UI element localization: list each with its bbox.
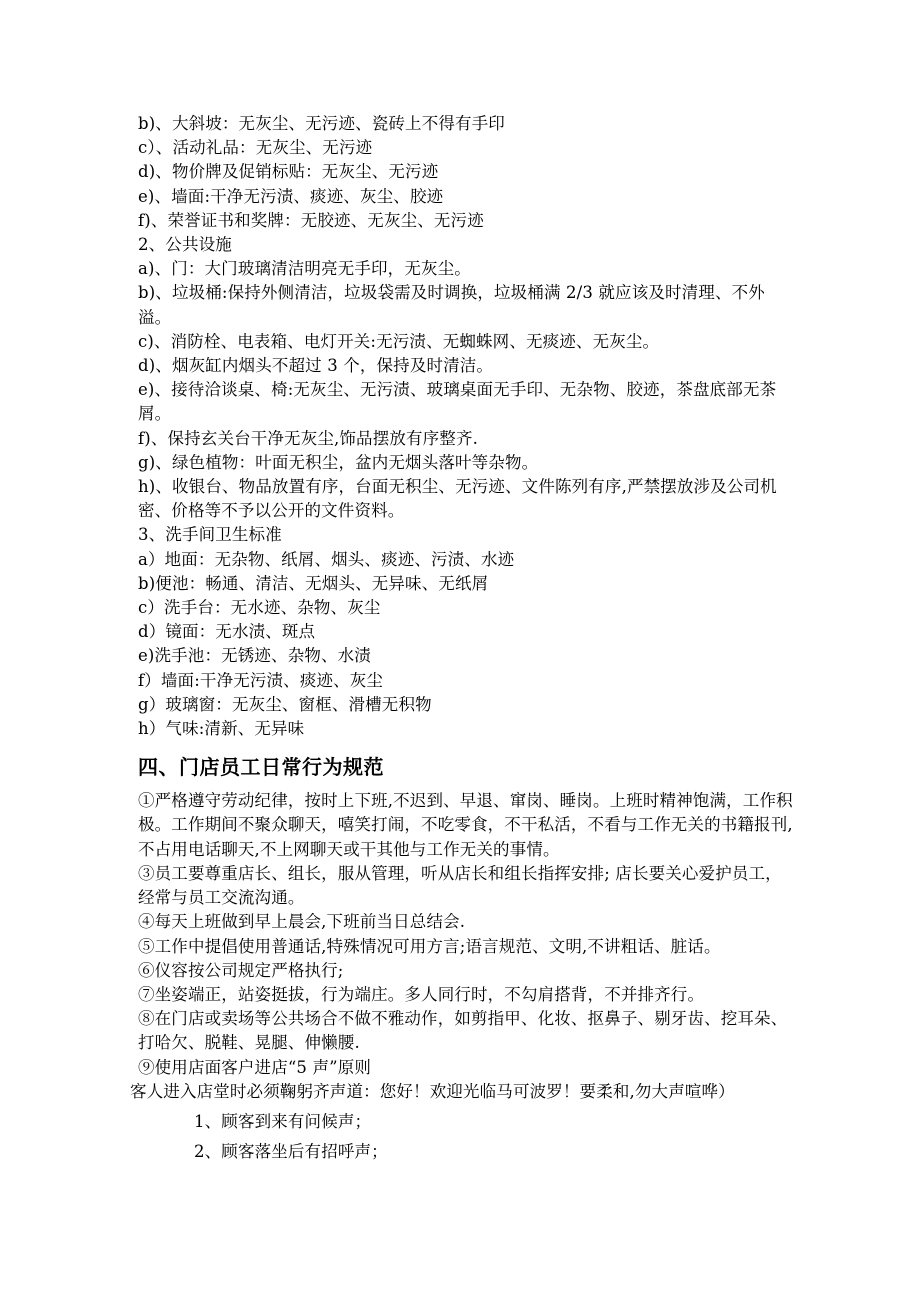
subsection-title: 3、洗手间卫生标准	[138, 525, 282, 545]
list-item: g)、绿色植物：叶面无积尘，盆内无烟头落叶等杂物。	[138, 452, 539, 472]
restroom-section	[138, 523, 798, 741]
list-item: b)、大斜坡：无灰尘、无污迹、瓷砖上不得有手印	[138, 114, 505, 133]
list-item: d)、烟灰缸内烟头不超过 3 个，保持及时清洁。	[138, 356, 494, 376]
paragraph: ⑥仪容按公司规定严格执行;	[138, 960, 344, 980]
public-facilities-section	[138, 233, 798, 523]
list-item: e)洗手池：无锈迹、杂物、水渍	[138, 646, 371, 666]
list-item: c）、活动礼品：无灰尘、无污迹	[138, 138, 373, 158]
paragraph: ⑨使用店面客户进店“5 声”原则	[138, 1057, 372, 1077]
list-item: f）墙面:干净无污渍、痰迹、灰尘	[138, 670, 384, 690]
list-item: h）气味:清新、无异味	[138, 719, 305, 739]
list-item: d)、物价牌及促销标贴：无灰尘、无污迹	[138, 162, 439, 182]
list-item: a）地面：无杂物、纸屑、烟头、痰迹、污渍、水迹	[138, 549, 515, 569]
subsection-title: 2、公共设施	[138, 235, 232, 255]
list-item: 2、顾客落坐后有招呼声；	[194, 1142, 388, 1162]
list-item: b)便池：畅通、清洁、无烟头、无异味、无纸屑	[138, 573, 489, 593]
list-item: h)、收银台、物品放置有序，台面无积尘、无污迹、文件陈列有序,严禁摆放涉及公司机密、价格等不予以公开的文件资料。	[138, 477, 777, 521]
paragraph: ⑤工作中提倡使用普通话,特殊情况可用方言;语言规范、文明,不讲粗话、脏话。	[138, 936, 721, 956]
paragraph: ③员工要尊重店长、组长，服从管理，听从店长和组长指挥安排; 店长要关心爱护员工，经常与员工交流沟通。	[138, 863, 782, 908]
list-item: c）洗手台：无水迹、杂物、灰尘	[138, 598, 381, 618]
list-item: e)、墙面:干净无污渍、痰迹、灰尘、胶迹	[138, 186, 444, 206]
list-item: f)、保持玄关台干净无灰尘,饰品摆放有序整齐.	[138, 428, 478, 448]
document-page	[130, 112, 798, 1164]
list-item: e)、接待洽谈桌、椅:无灰尘、无污渍、玻璃桌面无手印、无杂物、胶迹，茶盘底部无茶屑。	[138, 380, 777, 424]
section-3-end-list	[138, 112, 798, 233]
section-4	[130, 753, 798, 1164]
list-item: g）玻璃窗：无灰尘、窗框、滑槽无积物	[138, 694, 432, 714]
paragraph: ④每天上班做到早上晨会,下班前当日总结会.	[138, 912, 466, 932]
list-item: 1、顾客到来有问候声；	[194, 1111, 372, 1131]
list-item: a)、门：大门玻璃清洁明亮无手印，无灰尘。	[138, 259, 471, 279]
paragraph: ⑦坐姿端正，站姿挺拔，行为端庄。多人同行时，不勾肩搭背，不并排齐行。	[138, 984, 705, 1004]
list-item: f)、荣誉证书和奖牌：无胶迹、无灰尘、无污迹	[138, 210, 484, 230]
list-item: c)、消防栓、电表箱、电灯开关:无污渍、无蜘蛛网、无痰迹、无灰尘。	[138, 331, 660, 351]
paragraph: ①严格遵守劳动纪律，按时上下班,不迟到、早退、窜岗、睡岗。上班时精神饱满，工作积极。工作期间不聚众聊天，嘻笑打闹，不吃零食，不干私活，不看与工作无关的书籍报刊,不占用电话聊天,不上网聊天或干其他与工作无关的事情。	[138, 791, 793, 859]
list-item: d）镜面：无水渍、斑点	[138, 622, 316, 642]
paragraph: ⑧在门店或卖场等公共场合不做不雅动作，如剪指甲、化妆、抠鼻子、剔牙齿、挖耳朵、打哈欠、脱鞋、晃腿、伸懒腰.	[138, 1009, 788, 1053]
paragraph: 客人进入店堂时必须鞠躬齐声道：您好！欢迎光临马可波罗！要柔和,勿大声喧哗）	[130, 1081, 735, 1101]
section-heading: 四、门店员工日常行为规范	[138, 755, 384, 780]
list-item: b)、垃圾桶:保持外侧清洁，垃圾袋需及时调换，垃圾桶满 2/3 就应该及时清理、不外溢。	[138, 283, 765, 327]
